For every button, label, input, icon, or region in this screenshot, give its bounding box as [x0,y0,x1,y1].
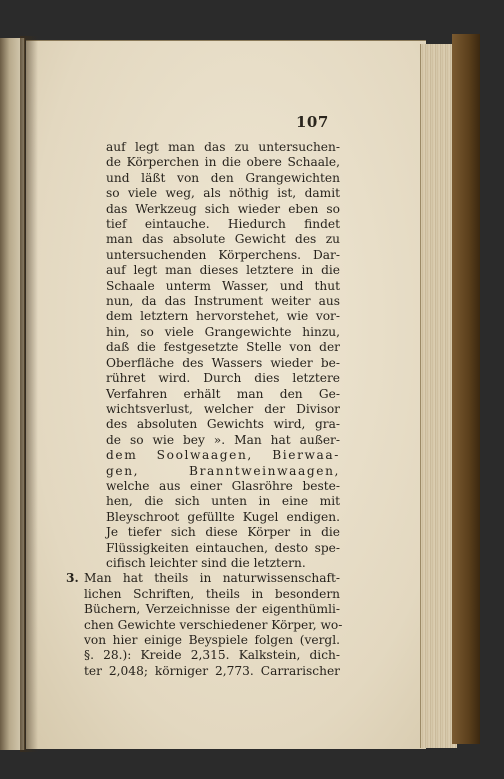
text-line: §. 28.): Kreide 2,315. Kalkstein, dich- [84,648,340,663]
text-line: und läßt von den Grangewichten [106,170,340,185]
page-number: 107 [296,113,329,131]
text-line: des absoluten Gewichts wird, gra- [106,417,340,432]
text-line: untersuchenden Körperchens. Dar- [106,247,340,262]
numbered-paragraph-3 [62,571,343,679]
text-line: Flüssigkeiten eintauchen, desto spe- [106,540,340,555]
text-line: gen, Branntweinwaagen, [106,463,340,478]
text-line: Verfahren erhält man den Ge- [106,386,340,401]
text-line: man das absolute Gewicht des zu [106,232,340,247]
text-line: rühret wird. Durch dies letztere [106,371,340,386]
text-line: Oberfläche des Wassers wieder be- [106,355,340,370]
text-line: so viele weg, als nöthig ist, damit [106,186,340,201]
text-line: hin, so viele Grangewichte hinzu, [106,324,340,339]
text-line: Man hat theils in naturwissenschaft- [84,571,340,586]
text-line: dem letztern hervorstehet, wie vor- [106,309,340,324]
text-line: auf legt man das zu untersuchen- [106,140,340,154]
text-line: de so wie bey ». Man hat außer- [106,432,340,447]
text-line: chen Gewichte verschiedener Körper, wo- [84,617,343,632]
text-line: auf legt man dieses letztere in die [106,263,340,278]
book-cover-edge [452,34,480,744]
text-line: nun, da das Instrument weiter aus [106,294,340,309]
text-line: Bleyschroot gefüllte Kugel endigen. [106,509,340,524]
text-line: Büchern, Verzeichnisse der eigenthümli- [84,602,340,617]
text-line: lichen Schriften, theils in besondern [84,586,340,601]
text-line: cifisch leichter sind die letztern. [106,555,306,570]
text-line: welche aus einer Glasröhre beste- [106,478,340,493]
spine-shadow [20,36,38,752]
text-line: Schaale unterm Wasser, und thut [106,278,340,293]
text-line: das Werkzeug sich wieder eben so [106,201,340,216]
text-line: de Körperchen in die obere Schaale, [106,155,340,170]
text-line: wichtsverlust, welcher der Divisor [106,401,340,416]
text-line: von hier einige Beyspiele folgen (vergl. [84,633,340,647]
text-line: Je tiefer sich diese Körper in die [106,525,340,540]
text-line: tief eintauche. Hiedurch findet [106,217,340,232]
text-line: hen, die sich unten in eine mit [106,494,340,509]
paragraph-number: 3. [66,571,79,586]
body-text [66,140,343,679]
text-line: ter 2,048; körniger 2,773. Carrarischer [84,663,340,678]
text-line: dem Soolwaagen, Bierwaa- [106,448,340,463]
text-line: daß die festgesetzte Stelle von der [106,340,340,355]
